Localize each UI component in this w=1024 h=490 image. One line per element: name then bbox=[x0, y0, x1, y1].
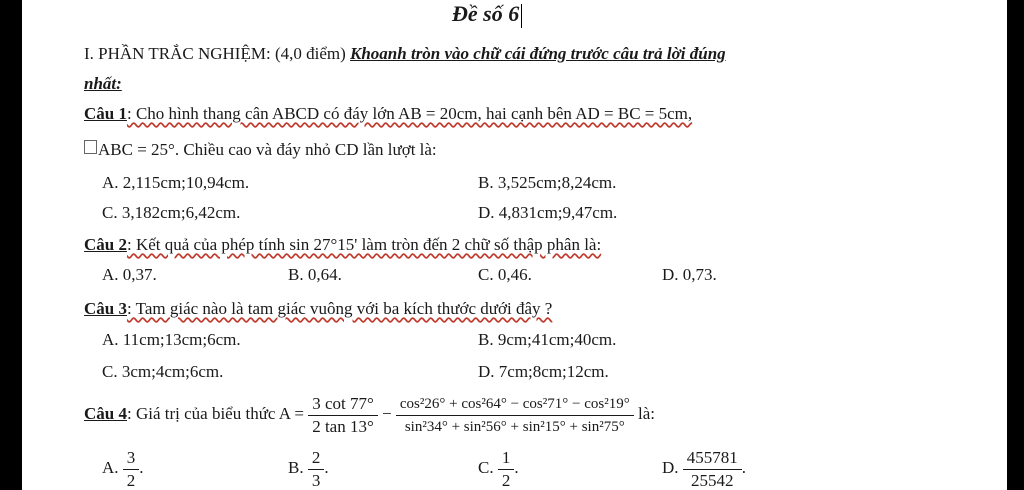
q4-option-d-fraction bbox=[683, 447, 742, 490]
q4-c-num: 1 bbox=[498, 447, 515, 470]
q1-text-cont: ABC = 25°. Chiều cao và đáy nhỏ CD lần lượt là: bbox=[98, 140, 437, 159]
q3-option-a[interactable]: A. 11cm;13cm;6cm. bbox=[102, 330, 241, 349]
q4-d-end: . bbox=[741, 458, 747, 477]
q4-option-b[interactable] bbox=[288, 446, 329, 490]
q4-b-end: . bbox=[324, 458, 329, 477]
q2-line bbox=[84, 235, 601, 255]
q4-option-a[interactable] bbox=[102, 446, 144, 490]
q4-minus: − bbox=[382, 404, 392, 423]
q1-line1 bbox=[84, 104, 692, 124]
q4-c-end: . bbox=[514, 458, 519, 477]
q4-frac1-denominator: 2 tan 13° bbox=[312, 416, 374, 436]
q4-frac2-numerator: cos²26° + cos²64° − cos²71° − cos²19° bbox=[396, 393, 634, 416]
q1-option-a[interactable]: A. 2,115cm;10,94cm. bbox=[102, 173, 250, 192]
q4-option-c[interactable] bbox=[478, 446, 519, 490]
angle-symbol-box bbox=[84, 140, 97, 154]
q3-line bbox=[84, 299, 552, 319]
q2-option-a[interactable]: A. 0,37. bbox=[102, 265, 157, 284]
q3-text: : Tam giác nào là tam giác vuông với ba kích thước dưới đây ? bbox=[126, 299, 553, 318]
q1-option-d[interactable]: D. 4,831cm;9,47cm. bbox=[478, 203, 618, 222]
q1-text: : Cho hình thang cân ABCD có đáy lớn AB = 20cm, hai cạnh bên AD = BC = 5cm, bbox=[126, 104, 693, 123]
q4-d-den: 25542 bbox=[691, 470, 734, 490]
section-heading: I. PHẦN TRẮC NGHIỆM: (4,0 điểm) bbox=[84, 44, 346, 63]
document-page bbox=[22, 0, 1007, 490]
q4-b-num: 2 bbox=[308, 447, 325, 470]
q4-option-c-fraction bbox=[498, 447, 515, 490]
q3-option-d[interactable]: D. 7cm;8cm;12cm. bbox=[478, 362, 609, 381]
q1-line2 bbox=[84, 140, 437, 160]
q4-option-c-letter: C. bbox=[478, 458, 494, 477]
q4-c-den: 2 bbox=[501, 470, 511, 490]
q4-b-den: 3 bbox=[311, 470, 321, 490]
q4-a-end: . bbox=[139, 458, 144, 477]
q4-option-a-fraction bbox=[123, 447, 140, 490]
section-instruction: Khoanh tròn vào chữ cái đứng trước câu trả lời đúng bbox=[350, 44, 726, 63]
q1-label: Câu 1 bbox=[84, 104, 127, 123]
q4-option-d-letter: D. bbox=[662, 458, 679, 477]
q4-option-d[interactable] bbox=[662, 446, 746, 490]
q1-option-c[interactable]: C. 3,182cm;6,42cm. bbox=[102, 203, 241, 222]
q2-option-d[interactable]: D. 0,73. bbox=[662, 265, 717, 284]
section-instruction-cont: nhất: bbox=[84, 74, 122, 93]
title-text: Đề số 6 bbox=[452, 1, 520, 27]
page-title bbox=[452, 1, 522, 28]
q2-option-b[interactable]: B. 0,64. bbox=[288, 265, 342, 284]
q4-d-num: 455781 bbox=[683, 447, 742, 470]
q3-option-c[interactable]: C. 3cm;4cm;6cm. bbox=[102, 362, 224, 381]
q4-a-den: 2 bbox=[126, 470, 136, 490]
q2-text: : Kết quả của phép tính sin 27°15' làm tròn đến 2 chữ số thập phân là: bbox=[126, 235, 602, 254]
q3-label: Câu 3 bbox=[84, 299, 127, 318]
q4-option-b-fraction bbox=[308, 447, 325, 490]
q4-fraction-1 bbox=[308, 393, 378, 438]
q4-tail: là: bbox=[637, 404, 655, 423]
q1-option-b[interactable]: B. 3,525cm;8,24cm. bbox=[478, 173, 617, 192]
q4-option-a-letter: A. bbox=[102, 458, 119, 477]
q4-fraction-2 bbox=[396, 393, 634, 438]
section-heading-line bbox=[84, 44, 726, 64]
q4-line bbox=[84, 392, 655, 438]
q4-a-num: 3 bbox=[123, 447, 140, 470]
q4-option-b-letter: B. bbox=[288, 458, 304, 477]
text-cursor bbox=[521, 4, 522, 28]
q2-option-c[interactable]: C. 0,46. bbox=[478, 265, 532, 284]
q4-text: : Giá trị của biểu thức A = bbox=[126, 404, 304, 423]
q4-frac1-numerator: 3 cot 77° bbox=[308, 393, 378, 416]
q3-option-b[interactable]: B. 9cm;41cm;40cm. bbox=[478, 330, 617, 349]
q4-frac2-denominator: sin²34° + sin²56° + sin²15° + sin²75° bbox=[404, 418, 625, 435]
q4-label: Câu 4 bbox=[84, 404, 127, 423]
q2-label: Câu 2 bbox=[84, 235, 127, 254]
